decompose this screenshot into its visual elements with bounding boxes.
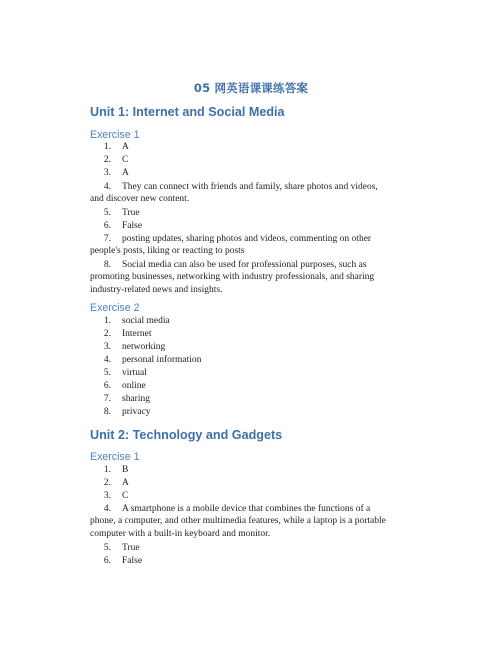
list-item-continuation: industry-related news and insights. — [90, 285, 223, 295]
list-item-continuation: phone, a computer, and other multimedia features, while a laptop is a portable — [90, 516, 386, 526]
list-item-continuation: people's posts, liking or reacting to posts — [90, 246, 245, 256]
unit-2-heading: Unit 2: Technology and Gadgets — [90, 428, 283, 442]
document-page: 05 网英语课课练答案 Unit 1: Internet and Social Media Exercise 1 1. A 2. C 3. A 4. They can connect with friends and family, share photos and videos, and discover new content. 5. True 6. False 7. posting updates, sharing photos and videos, commenting on other people's posts, liking or reacting to posts 8. Social media can also be used for professional purposes, such as promoting businesses, networking with industry professionals, and sharing industry-related news and insights. Exercise 2 1. social media 2. Internet 3. networking 4. personal information 5. virtual 6. online 7. sharing 8. privacy Unit 2: Technology and Gadgets Exercise 1 1. B 2. A 3. C 4. A smartphone is a mobile device that combines the functions of a phone, a computer, and other multimedia features, while a laptop is a portable computer with a built-in keyboard and monitor. 5. True 6. False — [0, 0, 502, 649]
list-item-continuation: promoting businesses, networking with industry professionals, and sharing — [90, 272, 375, 282]
list-item-continuation: and discover new content. — [90, 194, 190, 204]
unit-2-exercise-1-heading: Exercise 1 — [90, 451, 140, 463]
list-item-continuation: computer with a built-in keyboard and monitor. — [90, 529, 271, 539]
document-title: 05 网英语课课练答案 — [193, 81, 309, 95]
unit-1-exercise-2-heading: Exercise 2 — [90, 302, 140, 314]
unit-1-heading: Unit 1: Internet and Social Media — [90, 105, 285, 119]
unit-1-exercise-1-heading: Exercise 1 — [90, 129, 140, 141]
